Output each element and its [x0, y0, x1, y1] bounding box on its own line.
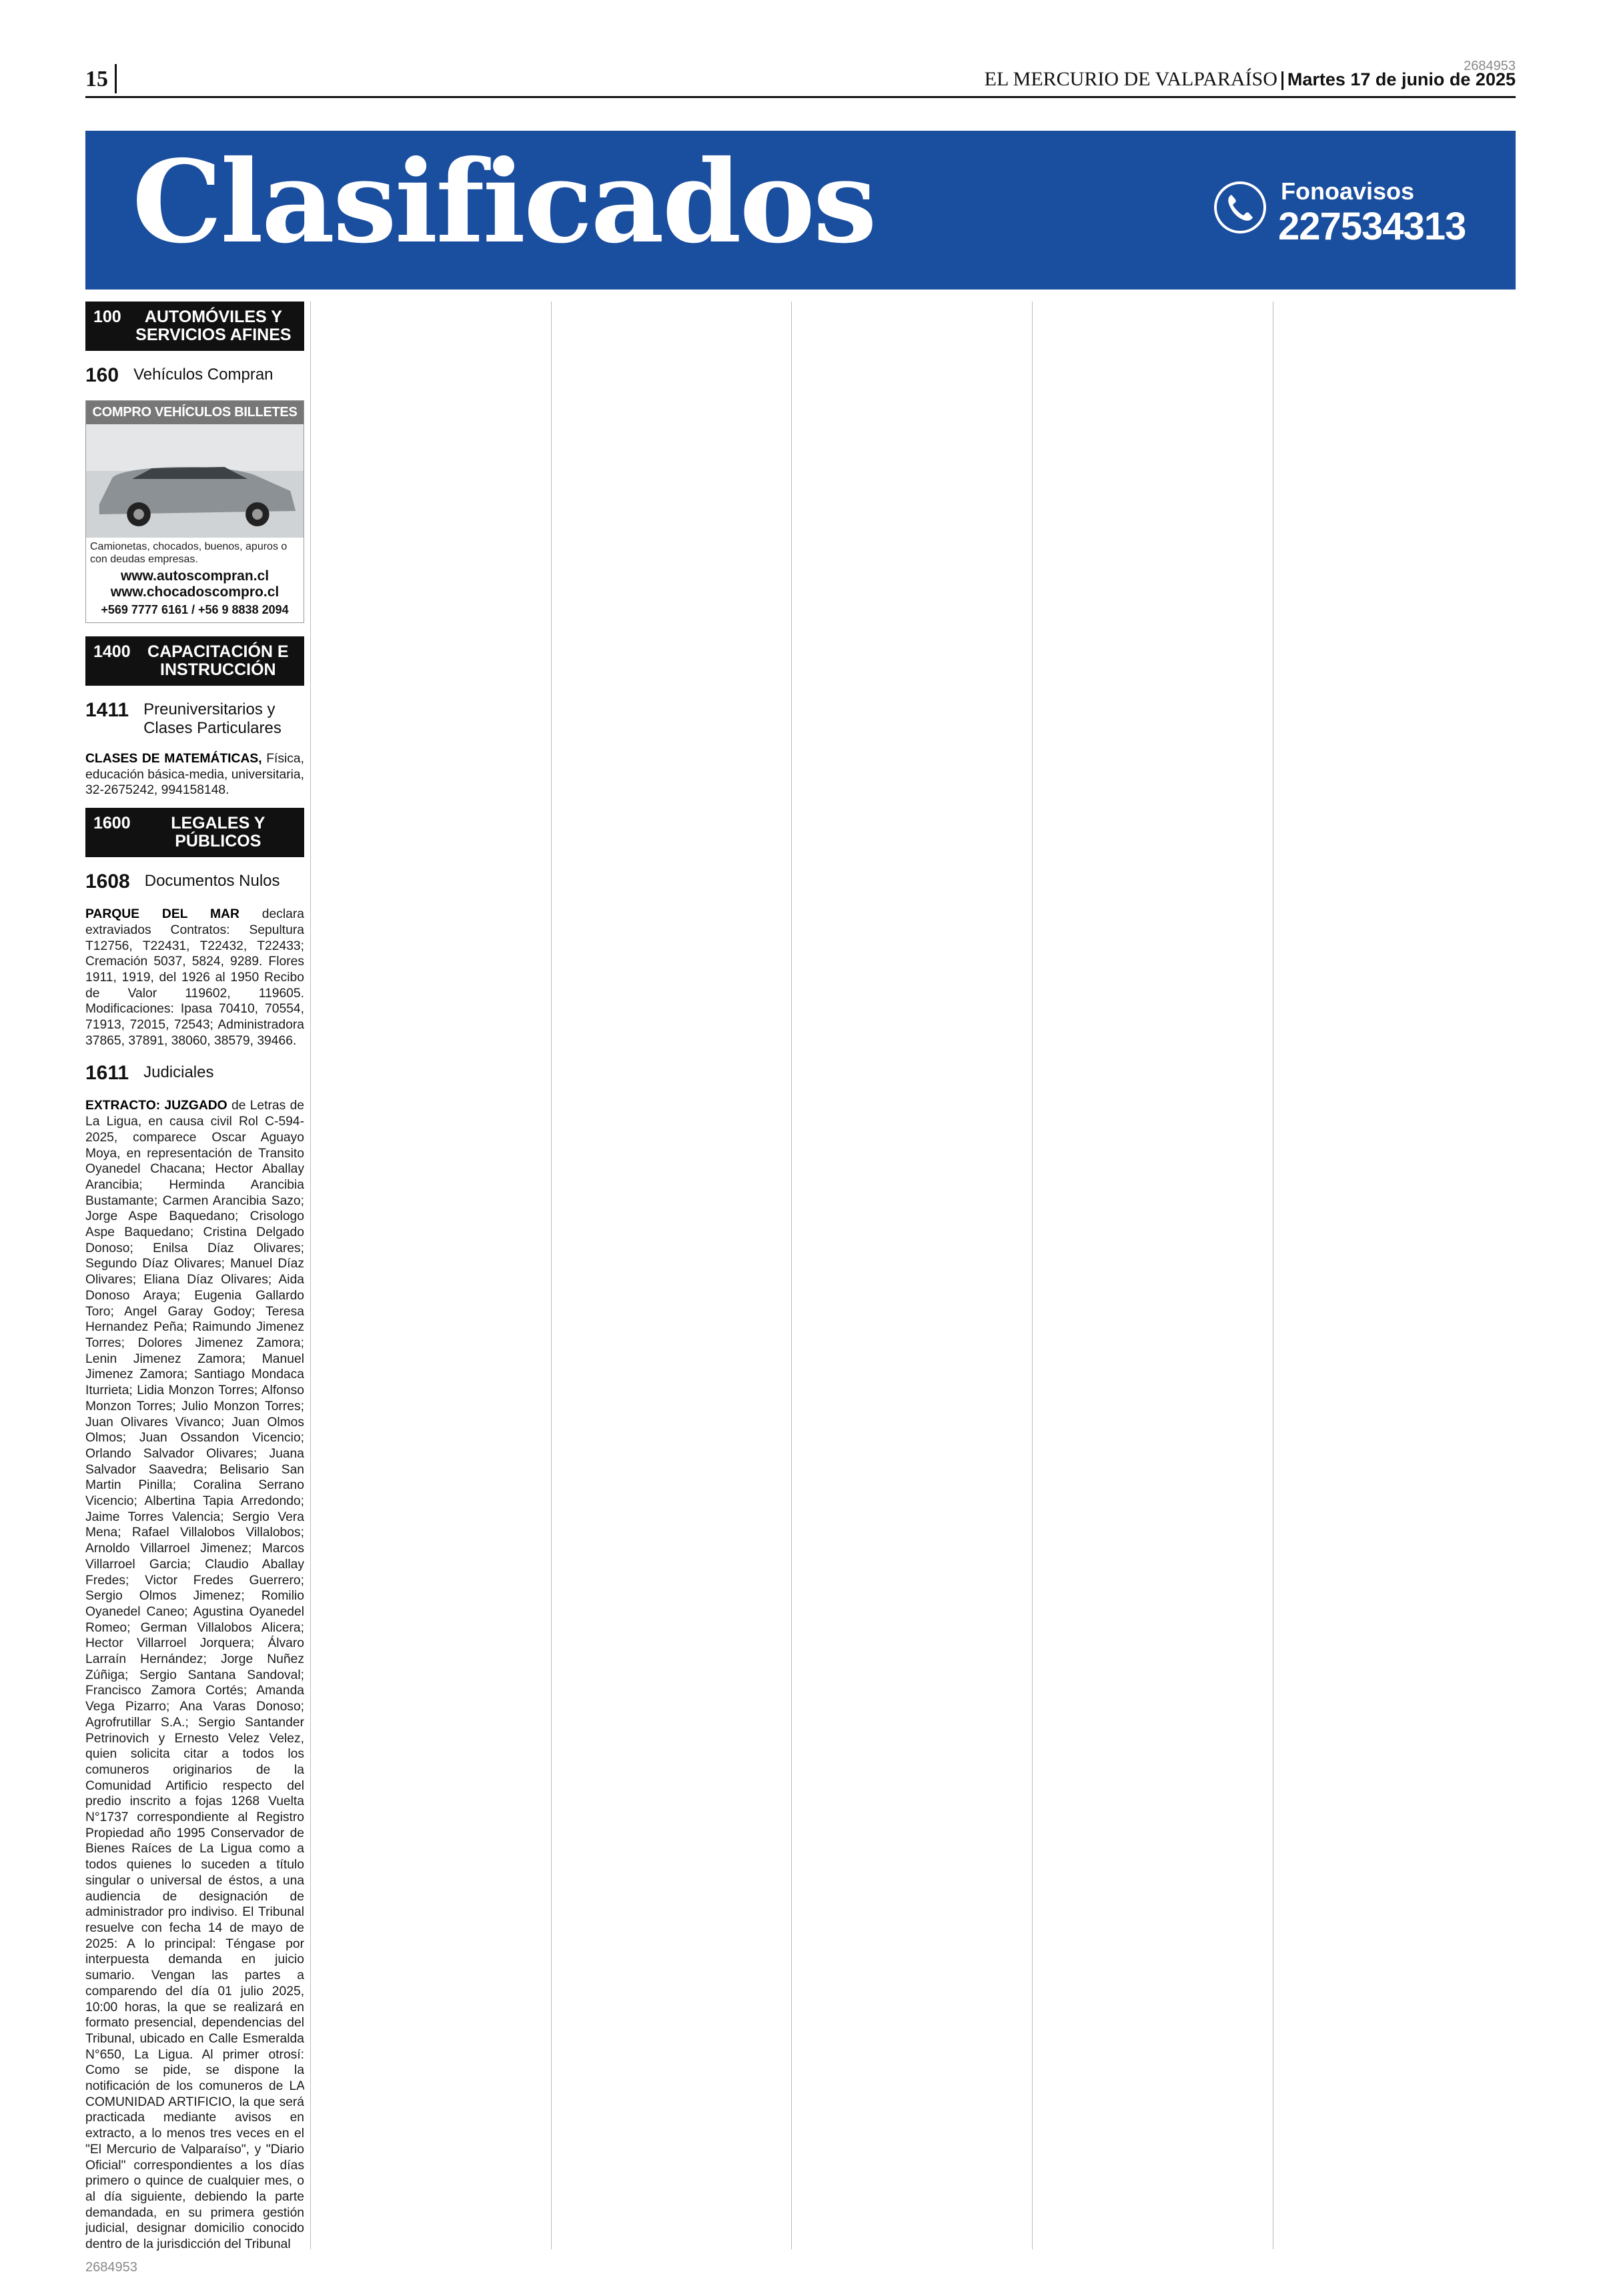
section-header-1400: 1400 CAPACITACIÓN E INSTRUCCIÓN — [85, 636, 304, 686]
ad-website[interactable]: www.autoscompran.cl — [120, 568, 270, 584]
fono-number: 227534313 — [1278, 205, 1466, 248]
subsection-1611: 1611 Judiciales — [85, 1062, 214, 1085]
top-ad-id: 2684953 — [1464, 59, 1516, 73]
lost-documents-ad — [85, 907, 304, 1049]
phone-icon — [1213, 180, 1267, 235]
header-divider — [115, 64, 117, 93]
ad-lead: PARQUE DEL MAR — [85, 907, 239, 922]
notice-lead: EXTRACTO: — [85, 1099, 161, 1113]
section-header-1600: 1600 LEGALES Y PÚBLICOS — [85, 808, 304, 857]
notice-lead: JUZGADO — [164, 1099, 227, 1113]
subsection-160: 160 Vehículos Compran — [85, 364, 274, 386]
notice-flow-5 — [1039, 302, 1267, 2296]
subsection-1608: 1608 Documentos Nulos — [85, 871, 280, 893]
subsection-1411: 1411 Preuniversitarios y Clases Particulares — [85, 699, 282, 737]
ad-website[interactable]: www.chocadoscompro.cl — [110, 584, 280, 600]
ad-header: COMPRO VEHÍCULOS BILLETES — [86, 401, 304, 424]
column-rule — [310, 302, 311, 2249]
ad-text: Física, educación básica-media, universitaria, 32-2675242, 994158148. — [85, 752, 304, 798]
column-rule — [791, 302, 792, 2249]
ad-lead: CLASES DE MATEMÁTICAS, — [85, 752, 262, 766]
ad-caption: Camionetas, chocados, buenos, apuros o con deudas empresas. — [90, 541, 288, 565]
section-header-100: 100 AUTOMÓVILES Y SERVICIOS AFINES — [85, 302, 304, 351]
car-photo — [86, 424, 304, 538]
bottom-ad-id: 2684953 — [85, 2260, 137, 2275]
page-header — [85, 64, 1516, 98]
classes-ad — [85, 751, 304, 798]
banner-title: Clasificados — [132, 135, 875, 269]
column-1 — [85, 302, 304, 2296]
notice-flow-2 — [317, 302, 545, 2296]
notice-flow-1 — [85, 1098, 304, 2252]
notice-flow-4 — [798, 302, 1026, 2296]
notice-flow-6 — [1279, 302, 1516, 2296]
notice-flow-3 — [558, 302, 786, 2296]
issue-date: Martes 17 de junio de 2025 — [1287, 69, 1516, 89]
ad-phones: +569 7777 6161 / +56 9 8838 2094 — [101, 603, 289, 616]
car-buyer-ad — [85, 400, 304, 623]
page-number: 15 — [85, 67, 108, 91]
masthead — [985, 68, 1516, 91]
newspaper-name: EL MERCURIO DE VALPARAÍSO — [984, 68, 1277, 90]
classifieds-banner — [85, 131, 1516, 290]
ad-text: declara extraviados Contratos: Sepultura T12756, T22431, T22432, T22433; Cremación 5037, 5824, 9289. Flores 1911, 1919, del 1926 al 1950 Recibo de Valor 119602, 119605. Modificaciones: Ipasa 70410, 70554, 71913, 72015, 72543; Administradora 37865, 37891, 38060, 38579, 39466. — [85, 907, 304, 1048]
masthead-separator — [1281, 71, 1283, 90]
fono-label: Fonoavisos — [1281, 177, 1415, 205]
column-rule — [1032, 302, 1033, 2249]
legal-notice: EXTRACTO: JUZGADO de Letras de La Ligua, en causa civil Rol C-594-2025, comparece Oscar Aguayo Moya, en representación de Transito Oyanedel Chacana; Hector Aballay Arancibia; Herminda Arancibia Bustamante; Carmen Arancibia Sazo; Jorge Aspe Baquedano; Crisologo Aspe Baquedano; Cristina Delgado Donoso; Enilsa Díaz Olivares; Segundo Díaz Olivares; Manuel Díaz Olivares; Eliana Díaz Olivares; Aida Donoso Araya; Eugenia Gallardo Toro; Angel Garay Godoy; Teresa Hernandez Peña; Raimundo Jimenez Torres; Dolores Jimenez Zamora; Lenin Jimenez Zamora; Manuel Jimenez Zamora; Santiago Mondaca Iturrieta; Lidia Monzon Torres; Alfonso Monzon Torres; Julio Monzon Torres; Juan Olivares Vivanco; Juan Olmos Olmos; Juan Ossandon Vicencio; Orlando Salvador Olivares; Juana Salvador Saavedra; Belisario San Martin Pinilla; Coralina Serrano Vicencio; Albertina Tapia Arredondo; Jaime Torres Valencia; Sergio Vera Mena; Rafael Villalobos Villalobos; Arnoldo Villarroel Jimenez; Marcos Villarroel Garcia; Claudio Aballay Fredes; Victor Fredes Guerrero; Sergio Olmos Jimenez; Romilio Oyanedel Caneo; Agustina Oyanedel Romeo; German Villalobos Alicera; Hector Villarroel Jorquera; Álvaro Larraín Hernández; Jorge Nuñez Zúñiga; Sergio Santana Sandoval; Francisco Zamora Cortés; Amanda Vega Pizarro; Ana Varas Donoso; Agrofrutillar S.A.; Sergio Santander Petrinovich y Ernesto Velez Velez, quien solicita citar a todos los comuneros originarios de la Comunidad Artificio respecto del predio inscrito a fojas 1268 Vuelta N°1737 correspondiente al Registro Propiedad año 1995 Conservador de Bienes Raíces de La Ligua como a todos quienes lo suceden a título singular o universal de éstos, a una audiencia de designación de administrador pro indiviso. El Tribunal resuelve con fecha 14 de mayo de 2025: A lo principal: Téngase por interpuesta demanda en juicio sumario. Vengan las partes a comparendo del día 01 julio 2025, 10:00 horas, la que se realizará en formato presencial, dependencias del Tribunal, ubicado en Calle Esmeralda N°650, La Ligua. Al primer otrosí: Como se pide, se dispone la notificación de los comuneros de LA COMUNIDAD ARTIFICIO, la que será practicada mediante avisos en extracto, a lo menos tres veces en el "El Mercurio de Valparaíso", y "Diario Oficial" correspondientes a los días primero o quince de cualquier mes, o al día siguiente, debiendo la parte demandada, en su primera gestión judicial, designar domicilio conocido dentro de la jurisdicción del Tribunal — [85, 1099, 304, 2252]
column-rule — [551, 302, 552, 2249]
